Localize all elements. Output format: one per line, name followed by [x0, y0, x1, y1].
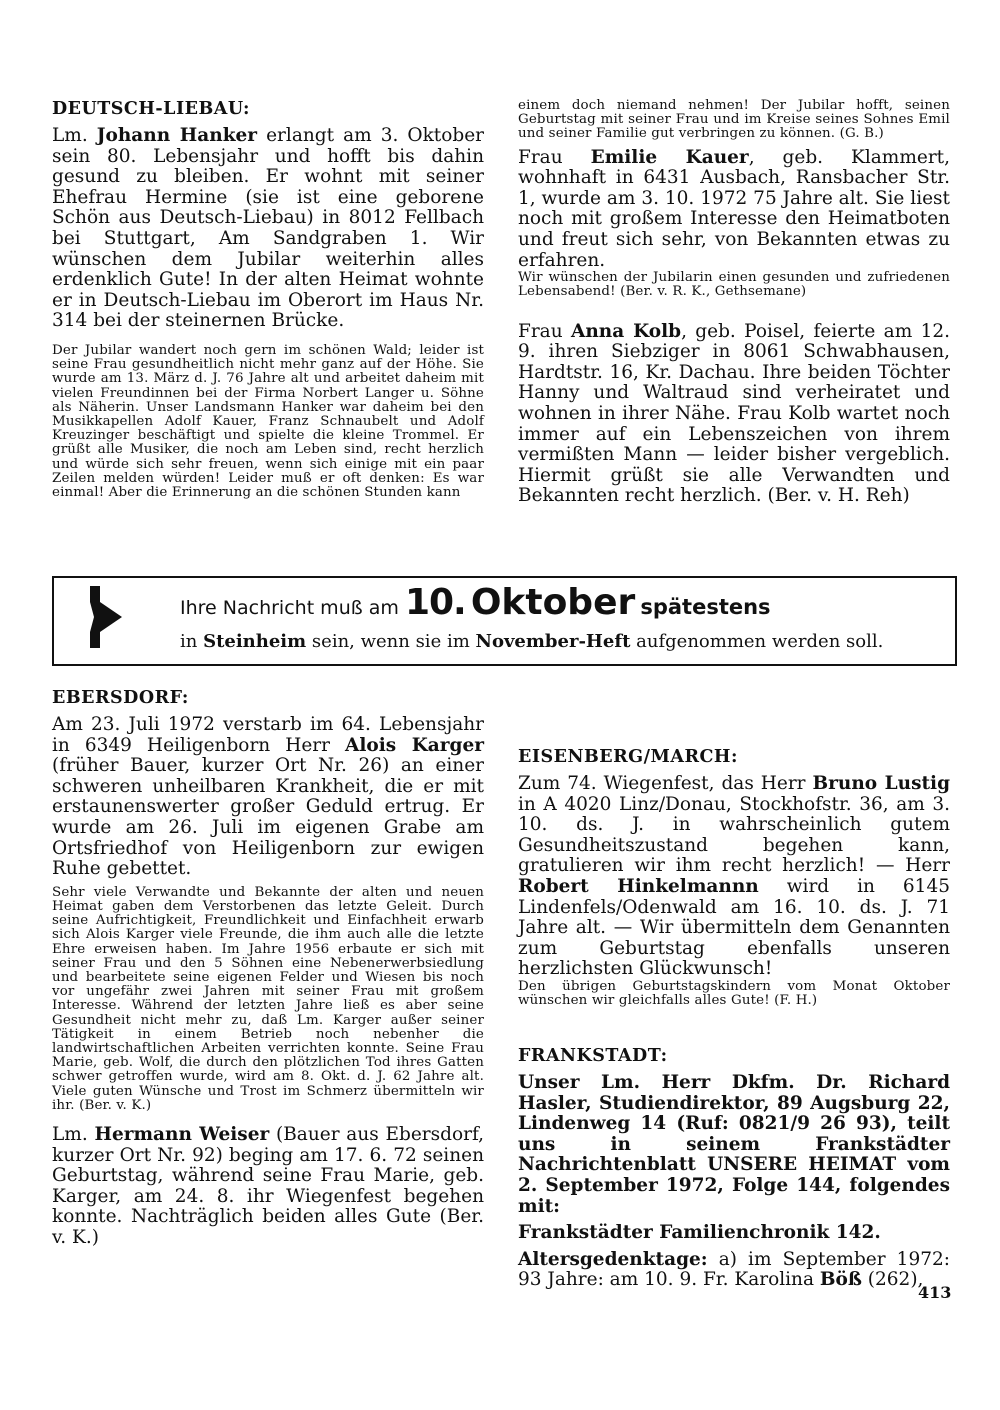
- notice-day: 10.: [404, 582, 466, 623]
- person-name: Robert Hinkelmannn: [518, 875, 759, 897]
- chronicle-title: Frankstädter Familienchronik 142.: [518, 1222, 881, 1244]
- arrow-right-icon: [86, 586, 122, 648]
- article-paragraph: Frau Anna Kolb, geb. Poisel, feierte am 12. 9. ihren Siebziger in 8061 Schwabhausen, Hardtstr. 16, Kr. Dachau. Ihre beiden Töchter Hanny und Waltraud sind verheiratet und wohnen in ihrer Nähe. Frau Kolb wartet noch immer auf ein Lebenszeichen von ihrem vermißten Mann — leider bisher vergeblich. Hiermit grüßt sie alle Verwandten und Bekannten recht herzlich. (Ber. v. H. Reh): [518, 320, 950, 507]
- article-paragraph: Am 23. Juli 1972 verstarb im 64. Lebensjahr in 6349 Heiligenborn Herr Alois Karger (früher Bauer, kurzer Ort Nr. 26) an einer schweren unheilbaren Krankheit, die er mit erstaunenswerter großer Geduld ertrug. Er wurde am 26. Juli im eigenen Grabe am Ortsfriedhof von Heiligenborn zur ewigen Ruhe gebettet.: [52, 714, 484, 880]
- article-paragraph: Zum 74. Wiegenfest, das Herr Bruno Lustig in A 4020 Linz/Donau, Stockhofstr. 36, am 3. 10. ds. J. in wahrscheinlich gutem Gesundheitszustand begehen kann, gratulieren wir ihm recht herzlich! — Herr Robert Hinkelmannn wird in 6145 Lindenfels/Odenwald am 16. 10. ds. J. 71 Jahre alt. — Wir übermitteln dem Genannten zum Geburtstag ebenfalls unseren herzlichsten Glückwunsch!: [518, 773, 950, 980]
- section-heading: EBERSDORF:: [52, 688, 189, 708]
- article-paragraph: Unser Lm. Herr Dkfm. Dr. Richard Hasler, Studiendirektor, 89 Augsburg 22, Lindenweg 14 (Ruf: 0821/9 26 93), teilt uns in seinem Frankstädter Nachrichtenblatt UNSERE HEIMAT vom 2. September 1972, Folge 144, folgendes mit:: [518, 1072, 950, 1217]
- notice-border-bottom: [52, 664, 957, 666]
- section-ebersdorf: [52, 687, 484, 1249]
- person-name: Johann Hanker: [96, 125, 258, 146]
- notice-headline: Ihre Nachricht muß am 10. Oktober spätestens: [180, 582, 771, 623]
- person-name: Anna Kolb: [570, 320, 682, 342]
- section-eisenberg-march: [518, 746, 950, 1008]
- deadline-notice: [52, 576, 957, 666]
- article-paragraph: Lm. Hermann Weiser (Bauer aus Ebersdorf, kurzer Ort Nr. 92) beging am 17. 6. 72 seinen Geburtstag, während seine Frau Marie, geb. Karger, am 24. 8. ihr Wiegenfest begehen konnte. Nachträglich beiden alles Gute (Ber. v. K.): [52, 1124, 485, 1248]
- person-name: Bruno Lustig: [812, 773, 950, 794]
- notice-border-top: [52, 576, 957, 578]
- notice-border-right: [955, 576, 957, 666]
- section-heading: DEUTSCH-LIEBAU:: [52, 99, 250, 119]
- person-name: Alois Karger: [345, 734, 484, 756]
- article-paragraph: Lm. Johann Hanker erlangt am 3. Oktober sein 80. Lebensjahr und hofft bis dahin gesund zu bleiben. Er wohnt mit seiner Ehefrau Hermine (sie ist eine geborene Schön aus Deutsch-Liebau) in 8012 Fellbach bei Stuttgart, Am Sandgraben 1. Wir wünschen dem Jubilar weiterhin alles erdenklich Gute! In der alten Heimat wohnte er in Deutsch-Liebau im Oberort im Haus Nr. 314 bei der steinernen Brücke.: [52, 125, 484, 332]
- notice-subline: in Steinheim sein, wenn sie im November-Heft aufgenommen werden soll.: [180, 631, 884, 652]
- notice-border-left: [52, 576, 54, 666]
- section-heading: EISENBERG/MARCH:: [518, 747, 738, 767]
- person-name: Hermann Weiser: [94, 1124, 270, 1145]
- article-paragraph: Wir wünschen der Jubilarin einen gesunden und zufriedenen Lebensabend! (Ber. v. R. K., Gethsemane): [518, 270, 950, 300]
- section-frankstadt: [518, 1045, 950, 1291]
- article-paragraph: Der Jubilar wandert noch gern im schönen Wald; leider ist seine Frau gesundheitlich nicht mehr ganz auf der Höhe. Sie wurde am 13. März d. J. 76 Jahre alt und arbeitet daheim mit vielen Freundinnen bei der Firma Norbert Langer u. Söhne als Näherin. Unser Landsmann Hanker war daheim bei den Musikkapellen Adolf Kauer, Franz Schnaubelt und Adolf Kreuzinger beschäftigt und spielte die kleine Trommel. Er grüßt alle Musiker, die noch am Leben sind, recht herzlich und würde sich sehr freuen, wenn sich einige mit ein paar Zeilen melden würden! Leider muß er oft denken: Es war einmal! Aber die Erinnerung an die schönen Stunden kann: [52, 342, 484, 500]
- page-number: 413: [918, 1283, 952, 1302]
- section-deutsch-liebau: [52, 98, 484, 500]
- article-paragraph: Den übrigen Geburtstagskindern vom Monat Oktober wünschen wir gleichfalls alles Gute! (F. H.): [518, 978, 950, 1009]
- notice-month: Oktober: [470, 582, 636, 623]
- person-name: Böß: [819, 1269, 862, 1291]
- article-paragraph: Frau Emilie Kauer, geb. Klammert, wohnhaft in 6431 Ausbach, Ransbacher Str. 1, wurde am 3. 10. 1972 75 Jahre alt. Sie liest noch mit großem Interesse den Heimatboten und freut sich sehr, von Bekannten etwas zu erfahren.: [518, 146, 950, 271]
- article-paragraph: Altersgedenktage: a) im September 1972: 93 Jahre: am 10. 9. Fr. Karolina Böß (262),: [518, 1248, 950, 1291]
- section-deutsch-liebau-continued: [518, 99, 950, 507]
- article-paragraph: einem doch niemand nehmen! Der Jubilar hofft, seinen Geburtstag mit seiner Frau und im Kreise seines Sohnes Emil und seiner Familie gut verbringen zu können. (G. B.): [518, 98, 950, 142]
- person-name: Emilie Kauer: [590, 146, 749, 168]
- section-heading: FRANKSTADT:: [518, 1046, 668, 1066]
- article-paragraph: Sehr viele Verwandte und Bekannte der alten und neuen Heimat gaben dem Verstorbenen das letzte Geleit. Durch seine Aufrichtigkeit, Freundlichkeit und Einfachheit erwarb sich Alois Karger viele Freunde, die ihm auch alle die letzte Ehre erweisen haben. Im Jahre 1956 erbaute er sich mit seiner Frau und den 5 Söhnen eine Nebenerwerbsiedlung und bearbeitete seine eigenen Felder und Wiesen bis noch vor ungefähr zwei Jahren mit seiner Frau mit großem Interesse. Während der letzten Jahre ließ es aber seine Gesundheit nicht mehr zu, daß Lm. Karger außer seiner Tätigkeit in einem Betrieb noch nebenher die landwirtschaftlichen Arbeiten verrichten konnte. Seine Frau Marie, geb. Wolf, die durch den plötzlichen Tod ihres Gatten schwer getroffen wurde, wird am 8. Okt. d. J. 62 Jahre alt. Viele guten Wünsche und Trost im Schmerz übermitteln wir ihr. (Ber. v. K.): [52, 884, 484, 1113]
